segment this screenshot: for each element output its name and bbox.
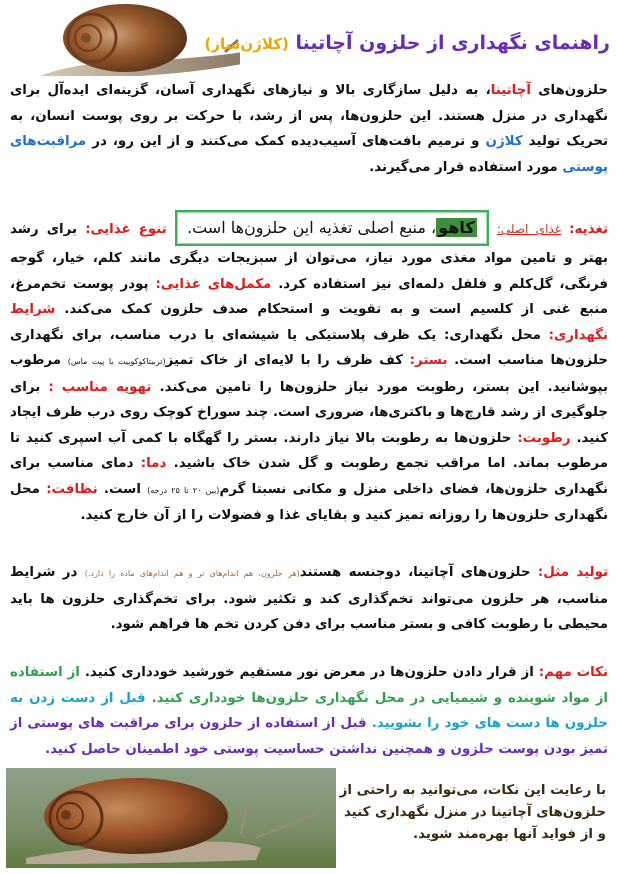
reproduction-text: حلزون‌های آچاتینا، دوجنسه هستند bbox=[299, 565, 531, 580]
title-highlight: (کلاژن‌ساز) bbox=[204, 35, 289, 53]
ventilation-text: برای جلوگیری از رشد قارچ‌ها و باکتری‌ها، ضروری است. چند سوراخ کوچک روی درب ظرف ایجاد کنید. bbox=[10, 379, 608, 446]
nutrition-section bbox=[10, 210, 608, 529]
tip-text: قبل از استفاده از حلزون برای مراقبت های پوستی از تمیز بودن پوست حلزون و همچنین نداشتن حساسیت پوستی خود اطمینان حاصل کنید. bbox=[10, 716, 608, 757]
conditions-label: شرایط نگهداری: bbox=[10, 302, 608, 343]
reproduction-section bbox=[10, 560, 608, 638]
tips-section bbox=[10, 660, 608, 762]
main-food-label: غذای اصلی: bbox=[496, 222, 561, 236]
temperature-note: (بین ۲۰ تا ۲۵ درجه) bbox=[147, 485, 220, 495]
bedding-label: بستر: bbox=[409, 353, 448, 368]
title-main: راهنمای نگهداری از حلزون آچاتینا bbox=[295, 32, 610, 54]
variety-label: تنوع غذایی: bbox=[85, 222, 167, 237]
intro-paragraph bbox=[10, 78, 608, 180]
supplements-text: پودر پوست تخم‌مرغ، منبع غنی از کلسیم است و به تقویت و استحکام صدف حلزون کمک می‌کند. bbox=[10, 276, 608, 317]
temperature-label: دما: bbox=[140, 456, 167, 471]
main-food-text: ، منبع اصلی تغذیه این حلزون‌ها است. bbox=[186, 218, 437, 237]
tip-text: از استفاده از مواد شوینده و شیمیایی در محل نگهداری حلزون‌ها خودداری کنید. bbox=[10, 665, 608, 706]
temperature-text: است. bbox=[103, 481, 141, 497]
page-title bbox=[205, 32, 610, 54]
reproduction-label: تولید مثل: bbox=[537, 565, 608, 580]
main-food-box bbox=[175, 210, 489, 246]
supplements-label: مکمل‌های غذایی: bbox=[155, 276, 272, 292]
intro-text: و از این رو، در bbox=[92, 134, 195, 149]
intro-bold-text: و ترمیم بافت‌های آسیب‌دیده کمک می‌کنند bbox=[200, 134, 480, 149]
intro-text: مورد استفاده قرار می‌گیرند. bbox=[369, 159, 558, 175]
variety-text: برای رشد بهتر و تامین مواد مغذی مورد نیاز، می‌توان از سبزیجات دیگری مانند کلم، خیار، گوجه فرنگی، گل‌کلم و فلفل دلمه‌ای نیز استفاده کرد. bbox=[10, 222, 608, 292]
cleaning-text: محل نگهداری حلزون‌ها را روزانه تمیز کنید و بقایای غذا و فضولات را از آن خارج کنید. bbox=[10, 481, 608, 523]
skincare-keyword: مراقبت‌های پوستی bbox=[10, 134, 608, 175]
cleaning-label: نظافت: bbox=[46, 481, 98, 497]
ventilation-label: تهویه مناسب : bbox=[48, 379, 152, 395]
nutrition-label: تغذیه: bbox=[569, 222, 608, 237]
bedding-note: (تربیتاکوکوپیت یا پیت ماس) bbox=[67, 357, 166, 366]
tip-text: قبل از دست زدن به حلزون ها دست های خود را بشویید. bbox=[10, 690, 608, 731]
snail-image-bottom bbox=[6, 768, 336, 868]
intro-bold-text: با حرکت بر روی پوست انسان، به تحریک تولید bbox=[10, 108, 609, 149]
intro-text: ، به دلیل سازگاری بالا و نیازهای نگهداری آسان، گزینه‌ای ایده‌آل برای نگهداری در منزل هستند. این حلزون‌ها، پس از رشد، bbox=[10, 83, 608, 124]
temperature-text: دمای مناسب برای نگهداری حلزون‌ها، فضای داخلی منزل و مکانی نسبتا گرم bbox=[10, 456, 608, 497]
achatina-keyword: آچاتینا bbox=[490, 83, 531, 98]
closing-paragraph: با رعایت این نکات، می‌توانید به راحتی از حلزون‌های آچاتینا در منزل نگهداری کنید و از فواید آنها بهره‌مند شوید. bbox=[339, 783, 606, 842]
tip-text: از قرار دادن حلزون‌ها در معرض نور مستقیم خورشید خودداری کنید. bbox=[84, 665, 534, 680]
bedding-text: کف ظرف را با لایه‌ای از خاک تمیز bbox=[165, 353, 404, 368]
lettuce-keyword: کاهو bbox=[438, 218, 475, 237]
tips-label: نکات مهم: bbox=[538, 665, 608, 680]
intro-text: حلزون‌های bbox=[538, 83, 608, 98]
location-text: محل نگهداری: یک ظرف پلاستیکی یا شیشه‌ای با درب مناسب، برای نگهداری حلزون‌ها مناسب است. bbox=[10, 327, 608, 368]
bedding-text: مرطوب بپوشانید. این بستر، رطوبت مورد نیاز حلزون‌ها را تامین می‌کند. bbox=[10, 353, 608, 395]
humidity-text: حلزون‌ها به رطوبت بالا نیاز دارند. بستر را گهگاه با کمی آب اسپری کنید تا مرطوب بماند. اما مراقب تجمع رطوبت و گل شدن خاک باشید. bbox=[10, 430, 608, 471]
humidity-label: رطوبت: bbox=[517, 430, 571, 446]
reproduction-note: (هر حلزون، هم اندام‌های نر و هم اندام‌های ماده را دارد.) bbox=[84, 569, 300, 578]
reproduction-text: در شرایط مناسب، هر حلزون می‌تواند تخم‌گذاری کند و تکثیر شود. برای تخم‌گذاری حلزون ها باید محیطی با رطوبت کافی و بستر مناسب برای دفن کردن تخم ها فراهم شود. bbox=[10, 565, 608, 632]
collagen-keyword: کلاژن bbox=[485, 134, 523, 149]
